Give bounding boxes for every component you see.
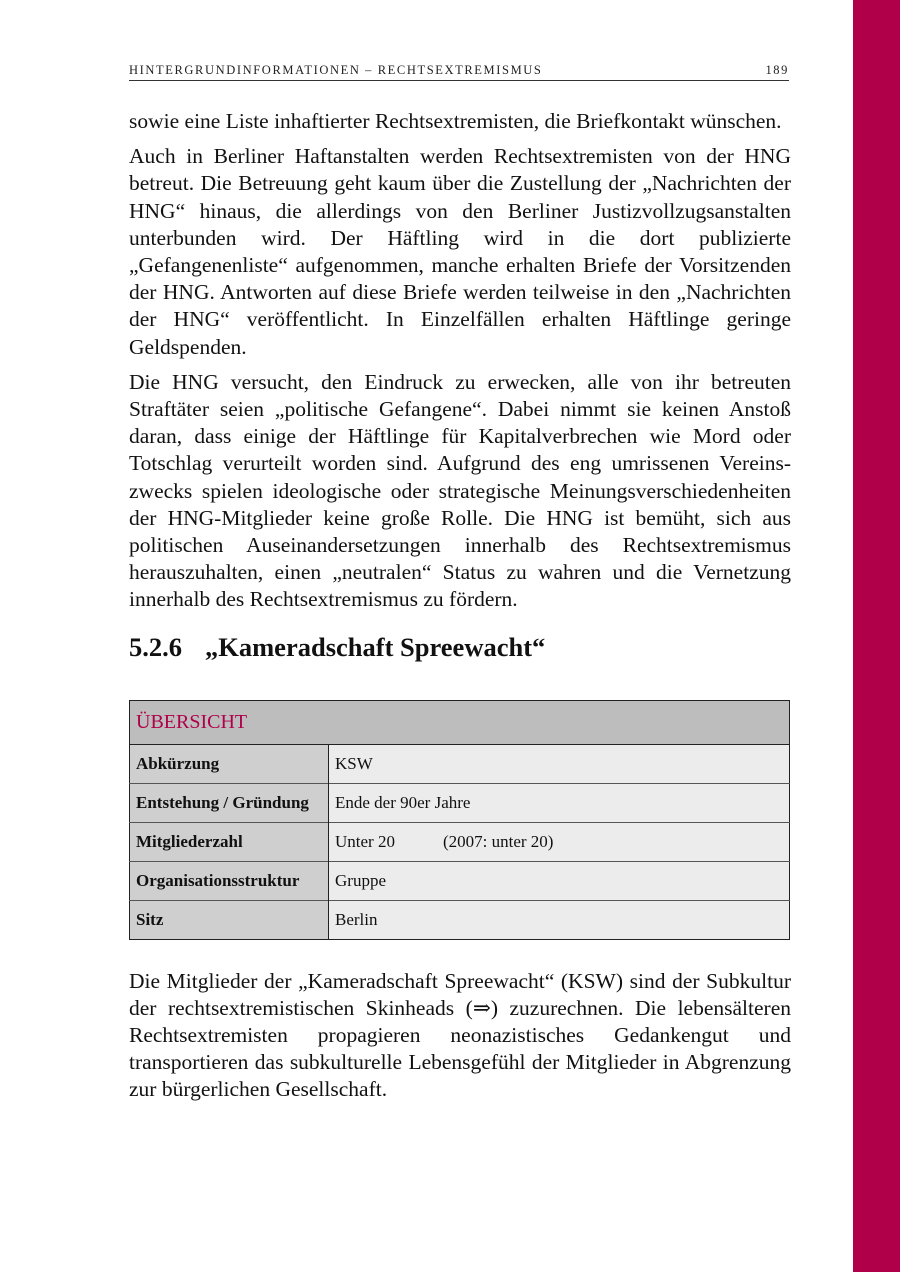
row-value: Berlin xyxy=(329,900,790,939)
page-number: 189 xyxy=(765,63,789,77)
running-title: HINTERGRUNDINFORMATIONEN – RECHTSEXTREMISMUS xyxy=(129,63,543,77)
row-value-cell xyxy=(329,822,790,861)
table-row xyxy=(130,744,790,783)
table-row xyxy=(130,900,790,939)
section-heading xyxy=(129,632,791,694)
row-label: Sitz xyxy=(130,900,329,939)
row-value: Gruppe xyxy=(329,861,790,900)
paragraph-2: Auch in Berliner Haftanstalten werden Rechtsextremisten von der HNG betreut. Die Betreuung geht kaum über die Zustellung der „Nachrichten der HNG“ hinaus, die allerdings von den Berliner Justizvollzugsanstalten unterbunden wird. Der Häftling wird in die dort publizierte „Gefangenenliste“ aufgenommen, manche erhalten Briefe der Vorsitzenden der HNG. Antworten auf diese Briefe werden teilweise in den „Nachrichten der HNG“ veröffentlicht. In Einzelfällen erhalten Häftlinge geringe Geldspenden. xyxy=(129,144,791,359)
row-label: Entstehung / Gründung xyxy=(130,783,329,822)
overview-title: ÜBERSICHT xyxy=(130,700,790,744)
row-value: Unter 20 xyxy=(335,831,395,851)
overview-table xyxy=(129,700,790,940)
table-row xyxy=(130,861,790,900)
row-label: Organisationsstruktur xyxy=(130,861,329,900)
table-row xyxy=(130,783,790,822)
section-number: 5.2.6 xyxy=(129,631,182,662)
running-header xyxy=(129,63,789,81)
row-label: Abkürzung xyxy=(130,744,329,783)
row-value: KSW xyxy=(329,744,790,783)
page-content xyxy=(129,108,791,1112)
section-title: „Kameradschaft Spreewacht“ xyxy=(205,631,546,662)
paragraph-4: Die Mitglieder der „Kameradschaft Spreewacht“ (KSW) sind der Subkultur der rechtsextremistischen Skinheads (⇒) zuzurechnen. Die lebensälteren Rechtsextremisten propagieren neonazistisches Gedankengut und transportieren das subkulturelle Lebensgefühl der Mitglieder in Abgrenzung zur bürgerlichen Gesellschaft. xyxy=(129,968,791,1102)
paragraph-3: Die HNG versucht, den Eindruck zu erwecken, alle von ihr betreuten Straftäter seien „politische Gefangene“. Dabei nimmt sie keinen Anstoß daran, dass einige der Häftlinge für Kapitalverbrechen wie Mord oder Totschlag verurteilt worden sind. Aufgrund des eng umrissenen Vereinszwecks spielen ideologische oder strategische Meinungsverschiedenheiten der HNG-Mitglieder keine große Rolle. Die HNG ist bemüht, sich aus politischen Auseinandersetzungen innerhalb des Rechtsextremismus herauszuhalten, einen „neutralen“ Status zu wahren und die Vernetzung innerhalb des Rechtsextremismus zu fördern. xyxy=(129,369,791,612)
row-note: (2007: unter 20) xyxy=(442,831,554,851)
side-color-bar xyxy=(853,0,900,1272)
table-row xyxy=(130,822,790,861)
row-value: Ende der 90er Jahre xyxy=(329,783,790,822)
paragraph-1: sowie eine Liste inhaftierter Rechtsextremisten, die Briefkontakt wünschen. xyxy=(129,109,782,133)
row-label: Mitgliederzahl xyxy=(130,822,329,861)
